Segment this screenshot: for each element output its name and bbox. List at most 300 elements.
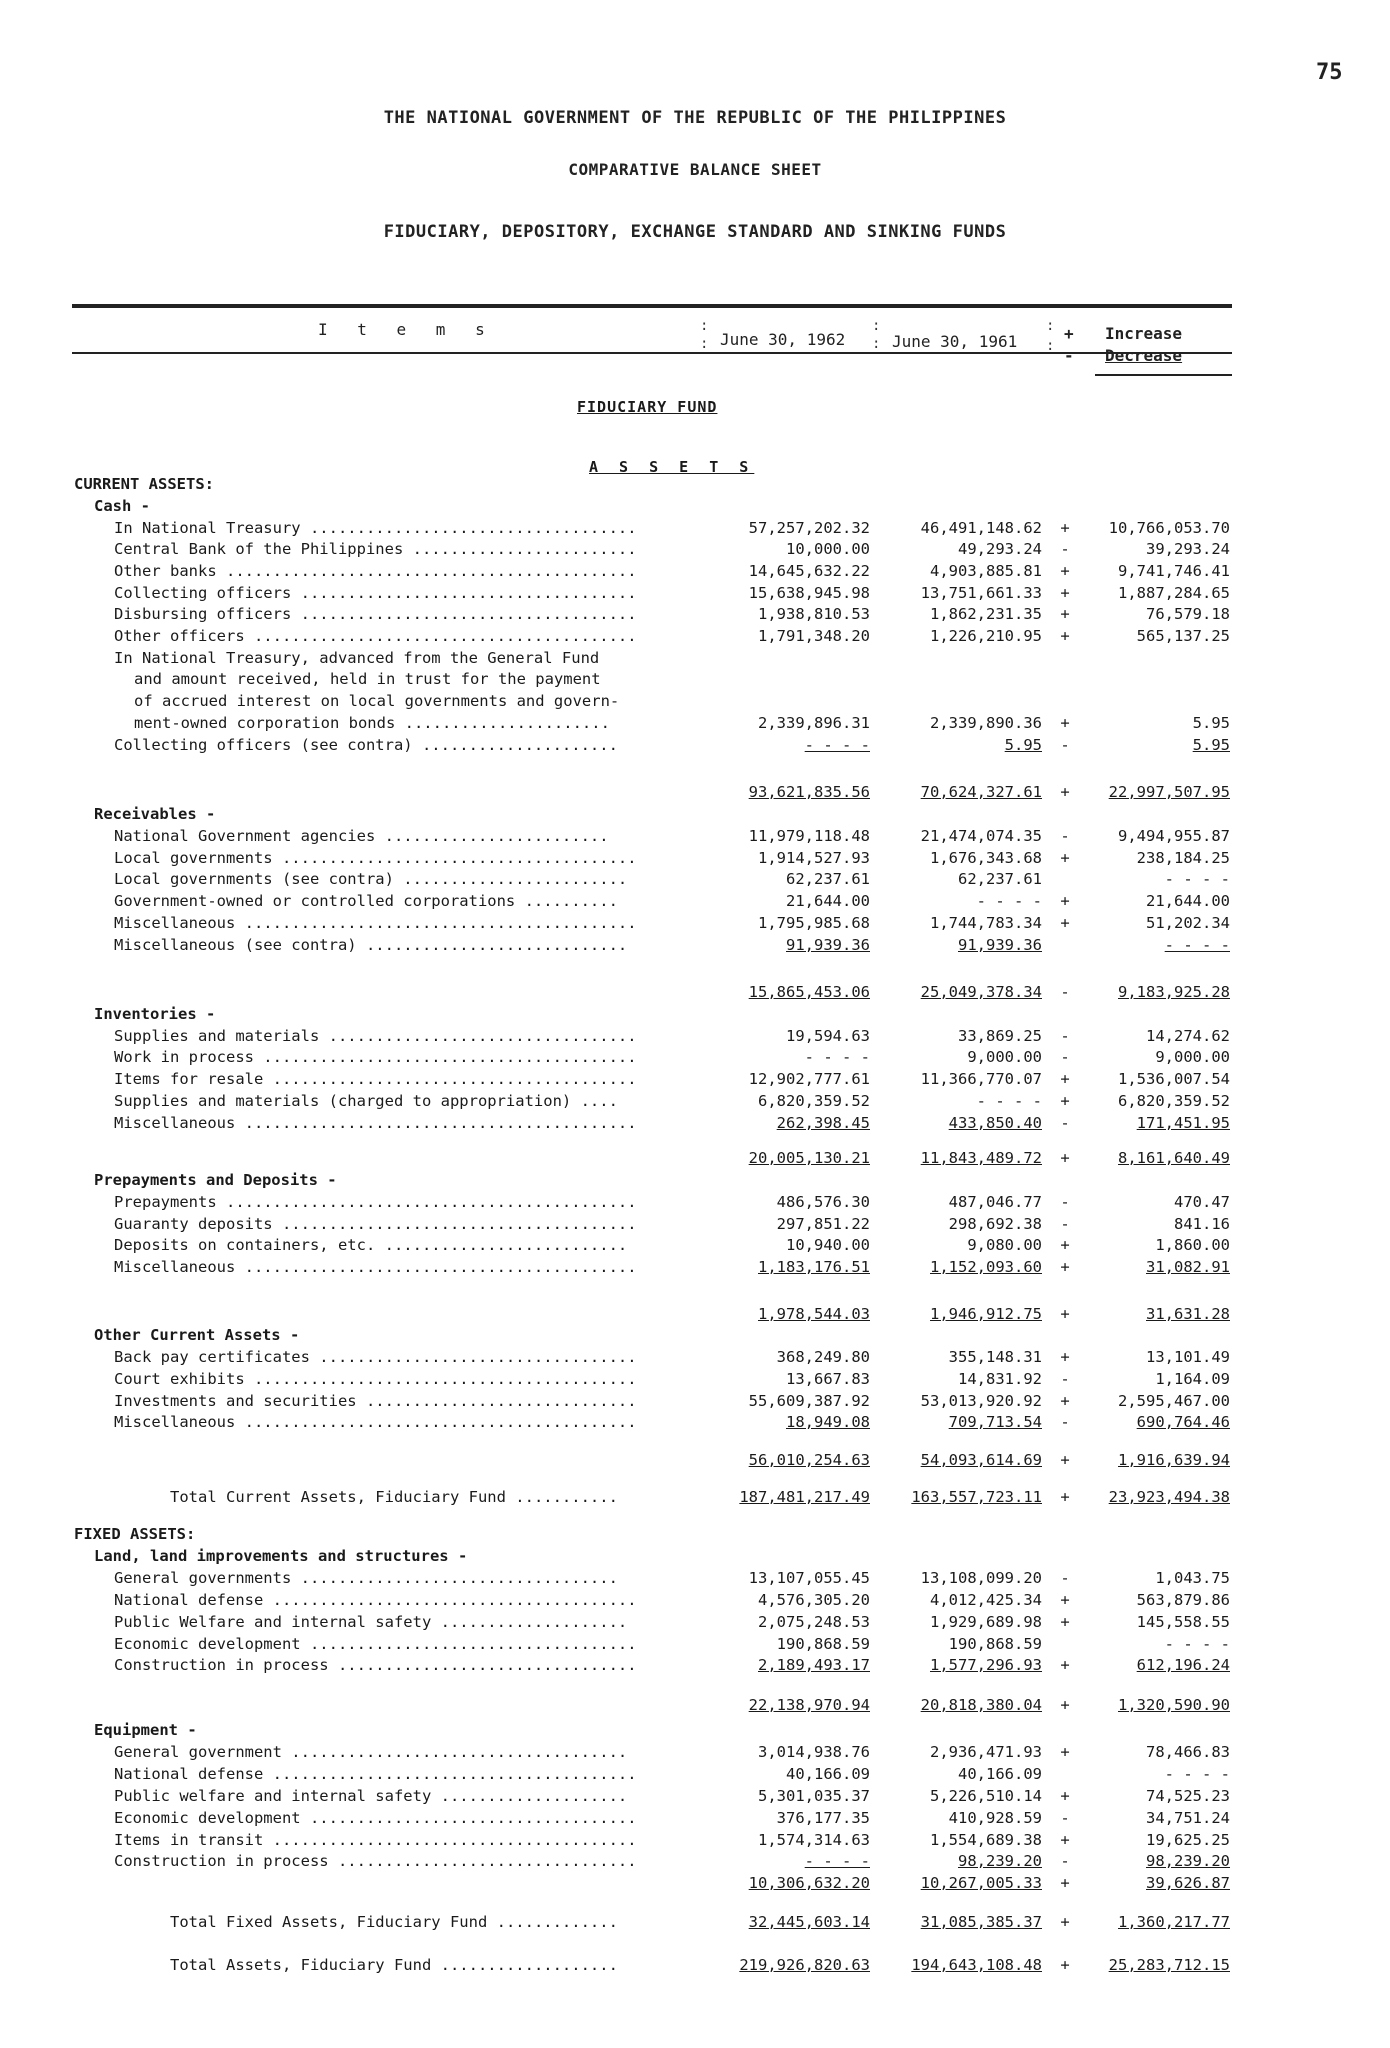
row-value-change: 74,525.23: [1146, 1787, 1230, 1805]
row-sign: +: [1060, 519, 1070, 537]
header-top-rule: [72, 304, 1232, 308]
header-separator: :: [1046, 318, 1055, 334]
row-value-1961: 40,166.09: [958, 1765, 1042, 1783]
increase-decrease-rule: [1095, 374, 1232, 376]
title-line-1: THE NATIONAL GOVERNMENT OF THE REPUBLIC OF THE PHILIPPINES: [383, 108, 1007, 128]
row-value-1962: 368,249.80: [776, 1348, 870, 1366]
row-label: National defense .......................................: [114, 1591, 637, 1609]
row-value-change: 5.95: [1192, 736, 1230, 754]
row-sign: +: [1060, 892, 1070, 910]
row-sign: +: [1060, 783, 1070, 801]
assets-heading: A S S E T S: [589, 458, 755, 476]
row-sign: -: [1060, 983, 1070, 1001]
row-sign: +: [1060, 605, 1070, 623]
row-value-change: 19,625.25: [1146, 1831, 1230, 1849]
row-value-1962: 15,865,453.06: [748, 983, 870, 1001]
row-label: Supplies and materials .................................: [114, 1027, 637, 1045]
table-row: [0, 1955, 1390, 1976]
row-sign: -: [1060, 1370, 1070, 1388]
row-label: General governments ..................................: [114, 1569, 618, 1587]
row-label: National defense .......................................: [114, 1765, 637, 1783]
row-value-1962: 12,902,777.61: [748, 1070, 870, 1088]
row-value-1961: 2,936,471.93: [930, 1743, 1042, 1761]
row-sign: -: [1060, 1809, 1070, 1827]
row-label: Public welfare and internal safety ....................: [114, 1787, 628, 1805]
row-value-1962: - - - -: [804, 1852, 870, 1870]
row-value-1962: 190,868.59: [776, 1635, 870, 1653]
row-value-change: 1,860.00: [1155, 1236, 1230, 1254]
table-row: [0, 1069, 1390, 1090]
row-value-1961: 1,929,689.98: [930, 1613, 1042, 1631]
row-value-1961: 10,267,005.33: [920, 1874, 1042, 1892]
table-row: [0, 1742, 1390, 1763]
table-row: [0, 626, 1390, 647]
table-row: [0, 583, 1390, 604]
row-value-1962: 1,978,544.03: [758, 1305, 870, 1323]
row-value-1962: 32,445,603.14: [748, 1913, 870, 1931]
row-label: Total Assets, Fiduciary Fund ...................: [170, 1956, 618, 1974]
row-sign: +: [1060, 1591, 1070, 1609]
table-row: [0, 474, 1390, 495]
row-value-1962: 10,306,632.20: [748, 1874, 870, 1892]
row-value-change: 841.16: [1174, 1215, 1230, 1233]
table-row: [0, 561, 1390, 582]
row-label: National Government agencies ........................: [114, 827, 609, 845]
row-value-change: 470.47: [1174, 1193, 1230, 1211]
table-row: [0, 1091, 1390, 1112]
page-number: 75: [1316, 60, 1343, 85]
row-label: Miscellaneous ..........................................: [114, 1258, 637, 1276]
row-value-1961: 49,293.24: [958, 540, 1042, 558]
row-value-1962: 10,000.00: [786, 540, 870, 558]
row-value-1962: 1,914,527.93: [758, 849, 870, 867]
row-value-change: 9,494,955.87: [1118, 827, 1230, 845]
row-value-1961: 355,148.31: [948, 1348, 1042, 1366]
row-label: Other banks ............................................: [114, 562, 637, 580]
row-sign: +: [1060, 1348, 1070, 1366]
row-value-change: 23,923,494.38: [1108, 1488, 1230, 1506]
row-label: Central Bank of the Philippines ........................: [114, 540, 637, 558]
row-sign: +: [1060, 1656, 1070, 1674]
row-value-1962: 56,010,254.63: [748, 1451, 870, 1469]
row-label: Collecting officers (see contra) .....................: [114, 736, 618, 754]
table-row: [0, 804, 1390, 825]
table-row: [0, 1568, 1390, 1589]
row-value-1962: 4,576,305.20: [758, 1591, 870, 1609]
row-value-change: 612,196.24: [1136, 1656, 1230, 1674]
row-value-change: - - - -: [1164, 870, 1230, 888]
row-value-1962: 15,638,945.98: [748, 584, 870, 602]
row-sign: -: [1060, 1193, 1070, 1211]
row-value-1962: 40,166.09: [786, 1765, 870, 1783]
row-label: Miscellaneous ..........................................: [114, 1114, 637, 1132]
row-sign: -: [1060, 1413, 1070, 1431]
table-row: [0, 913, 1390, 934]
row-value-1961: 1,862,231.35: [930, 605, 1042, 623]
row-sign: +: [1060, 1488, 1070, 1506]
row-value-change: 31,631.28: [1146, 1305, 1230, 1323]
row-value-1962: 14,645,632.22: [748, 562, 870, 580]
row-label: Court exhibits .........................................: [114, 1370, 637, 1388]
row-value-change: 51,202.34: [1146, 914, 1230, 932]
table-row: [0, 1369, 1390, 1390]
header-sign-minus: -: [1064, 346, 1074, 365]
row-value-1962: - - - -: [804, 1048, 870, 1066]
row-value-change: 1,043.75: [1155, 1569, 1230, 1587]
table-row: [0, 1170, 1390, 1191]
table-row: [0, 713, 1390, 734]
row-label: Local governments (see contra) ........................: [114, 870, 628, 888]
row-value-1961: 4,012,425.34: [930, 1591, 1042, 1609]
row-value-1962: 486,576.30: [776, 1193, 870, 1211]
header-col-1962: June 30, 1962: [720, 330, 846, 349]
row-value-1961: 1,577,296.93: [930, 1656, 1042, 1674]
table-row: [0, 1487, 1390, 1508]
row-value-1962: 55,609,387.92: [748, 1392, 870, 1410]
row-sign: +: [1060, 1305, 1070, 1323]
row-value-1961: 709,713.54: [948, 1413, 1042, 1431]
row-sign: -: [1060, 736, 1070, 754]
row-label: Other Current Assets -: [94, 1326, 300, 1344]
row-value-1961: 53,013,920.92: [920, 1392, 1042, 1410]
row-value-1961: 62,237.61: [958, 870, 1042, 888]
row-label: Supplies and materials (charged to appropriation) ....: [114, 1092, 618, 1110]
row-value-1961: 9,000.00: [967, 1048, 1042, 1066]
row-value-1962: 187,481,217.49: [739, 1488, 870, 1506]
row-value-1961: 4,903,885.81: [930, 562, 1042, 580]
row-value-1961: 14,831.92: [958, 1370, 1042, 1388]
row-value-change: 238,184.25: [1136, 849, 1230, 867]
row-label: Miscellaneous ..........................................: [114, 1413, 637, 1431]
row-sign: +: [1060, 1451, 1070, 1469]
table-row: [0, 735, 1390, 756]
table-row: [0, 982, 1390, 1003]
row-value-change: 1,536,007.54: [1118, 1070, 1230, 1088]
row-value-change: 9,000.00: [1155, 1048, 1230, 1066]
row-label: Collecting officers ....................................: [114, 584, 637, 602]
header-separator: :: [700, 318, 709, 334]
table-row: [0, 1764, 1390, 1785]
header-separator: :: [1046, 338, 1055, 354]
row-value-change: 1,320,590.90: [1118, 1696, 1230, 1714]
row-sign: -: [1060, 827, 1070, 845]
table-row: [0, 1634, 1390, 1655]
row-value-change: 9,741,746.41: [1118, 562, 1230, 580]
row-value-1962: - - - -: [804, 736, 870, 754]
table-row: [0, 782, 1390, 803]
row-value-1961: 98,239.20: [958, 1852, 1042, 1870]
row-sign: +: [1060, 849, 1070, 867]
row-value-1961: - - - -: [976, 1092, 1042, 1110]
table-row: [0, 1304, 1390, 1325]
table-row: [0, 826, 1390, 847]
row-label: Work in process ........................................: [114, 1048, 637, 1066]
row-value-1962: 20,005,130.21: [748, 1149, 870, 1167]
row-value-1962: 1,574,314.63: [758, 1831, 870, 1849]
row-label: General government ....................................: [114, 1743, 628, 1761]
row-label: Land, land improvements and structures -: [94, 1547, 468, 1565]
table-row: [0, 1695, 1390, 1716]
row-sign: +: [1060, 1874, 1070, 1892]
row-sign: +: [1060, 914, 1070, 932]
row-value-1962: 2,189,493.17: [758, 1656, 870, 1674]
table-row: [0, 496, 1390, 517]
row-value-1962: 5,301,035.37: [758, 1787, 870, 1805]
row-sign: -: [1060, 540, 1070, 558]
table-row: [0, 1113, 1390, 1134]
row-value-change: 2,595,467.00: [1118, 1392, 1230, 1410]
row-sign: -: [1060, 1569, 1070, 1587]
row-label: Inventories -: [94, 1005, 216, 1023]
row-sign: +: [1060, 1392, 1070, 1410]
row-value-1962: 2,339,896.31: [758, 714, 870, 732]
row-label: Items in transit .......................................: [114, 1831, 637, 1849]
row-value-change: 145,558.55: [1136, 1613, 1230, 1631]
row-value-1962: 18,949.08: [786, 1413, 870, 1431]
table-row: [0, 1450, 1390, 1471]
row-value-change: 690,764.46: [1136, 1413, 1230, 1431]
row-value-1961: 190,868.59: [948, 1635, 1042, 1653]
row-sign: +: [1060, 1258, 1070, 1276]
row-value-1962: 262,398.45: [776, 1114, 870, 1132]
row-label: Economic development ...................................: [114, 1809, 637, 1827]
row-value-1961: 1,226,210.95: [930, 627, 1042, 645]
table-row: [0, 869, 1390, 890]
row-sign: +: [1060, 1236, 1070, 1254]
row-value-change: 1,887,284.65: [1118, 584, 1230, 602]
row-sign: +: [1060, 1956, 1070, 1974]
row-value-change: 39,293.24: [1146, 540, 1230, 558]
row-value-1962: 2,075,248.53: [758, 1613, 870, 1631]
header-separator: :: [700, 336, 709, 352]
header-col-1961: June 30, 1961: [892, 332, 1018, 351]
row-value-change: 6,820,359.52: [1118, 1092, 1230, 1110]
row-label: Items for resale .......................................: [114, 1070, 637, 1088]
row-label: Disbursing officers ....................................: [114, 605, 637, 623]
row-value-change: 565,137.25: [1136, 627, 1230, 645]
row-value-1961: 20,818,380.04: [920, 1696, 1042, 1714]
table-row: [0, 669, 1390, 690]
row-value-1961: 11,843,489.72: [920, 1149, 1042, 1167]
row-value-change: 5.95: [1192, 714, 1230, 732]
row-label: In National Treasury, advanced from the General Fund: [114, 649, 600, 667]
row-label: Economic development ...................................: [114, 1635, 637, 1653]
row-value-1961: 5,226,510.14: [930, 1787, 1042, 1805]
row-label: Prepayments and Deposits -: [94, 1171, 337, 1189]
row-value-change: 1,164.09: [1155, 1370, 1230, 1388]
row-label: Miscellaneous ..........................................: [114, 914, 637, 932]
table-row: [0, 1655, 1390, 1676]
row-label: Cash -: [94, 497, 150, 515]
row-label: of accrued interest on local governments and govern-: [134, 692, 620, 710]
row-value-1961: 54,093,614.69: [920, 1451, 1042, 1469]
row-value-change: 98,239.20: [1146, 1852, 1230, 1870]
table-row: [0, 1830, 1390, 1851]
fund-title: FIDUCIARY FUND: [577, 398, 718, 416]
row-label: CURRENT ASSETS:: [74, 475, 214, 493]
table-row: [0, 691, 1390, 712]
row-sign: -: [1060, 1027, 1070, 1045]
row-value-change: 34,751.24: [1146, 1809, 1230, 1827]
table-row: [0, 848, 1390, 869]
row-value-1962: 1,938,810.53: [758, 605, 870, 623]
row-value-change: 76,579.18: [1146, 605, 1230, 623]
table-row: [0, 935, 1390, 956]
row-value-change: - - - -: [1164, 936, 1230, 954]
table-row: [0, 604, 1390, 625]
row-value-1962: 91,939.36: [786, 936, 870, 954]
row-value-1961: 11,366,770.07: [920, 1070, 1042, 1088]
header-bottom-rule: [72, 352, 1232, 354]
row-sign: -: [1060, 1114, 1070, 1132]
row-value-1962: 1,795,985.68: [758, 914, 870, 932]
row-sign: +: [1060, 1070, 1070, 1088]
row-value-1962: 10,940.00: [786, 1236, 870, 1254]
row-value-1962: 21,644.00: [786, 892, 870, 910]
row-label: Local governments ......................................: [114, 849, 637, 867]
row-sign: +: [1060, 1696, 1070, 1714]
row-label: Investments and securities .............................: [114, 1392, 637, 1410]
row-value-change: - - - -: [1164, 1765, 1230, 1783]
header-increase: Increase: [1105, 324, 1183, 343]
table-row: [0, 1026, 1390, 1047]
row-value-1961: 487,046.77: [948, 1193, 1042, 1211]
table-row: [0, 518, 1390, 539]
row-value-change: 31,082.91: [1146, 1258, 1230, 1276]
row-label: Construction in process ................................: [114, 1656, 637, 1674]
table-row: [0, 1047, 1390, 1068]
row-value-change: 1,916,639.94: [1118, 1451, 1230, 1469]
row-sign: +: [1060, 1743, 1070, 1761]
row-label: and amount received, held in trust for the payment: [134, 670, 601, 688]
row-value-1961: 1,554,689.38: [930, 1831, 1042, 1849]
row-value-1961: 1,676,343.68: [930, 849, 1042, 867]
row-value-1962: 11,979,118.48: [748, 827, 870, 845]
row-value-1962: 13,667.83: [786, 1370, 870, 1388]
table-row: [0, 648, 1390, 669]
row-value-1961: 298,692.38: [948, 1215, 1042, 1233]
row-label: Public Welfare and internal safety ....................: [114, 1613, 628, 1631]
row-sign: -: [1060, 1852, 1070, 1870]
row-value-change: 8,161,640.49: [1118, 1149, 1230, 1167]
title-line-3: FIDUCIARY, DEPOSITORY, EXCHANGE STANDARD AND SINKING FUNDS: [383, 222, 1007, 242]
row-value-1962: 297,851.22: [776, 1215, 870, 1233]
row-value-change: 10,766,053.70: [1108, 519, 1230, 537]
table-row: [0, 891, 1390, 912]
row-value-1961: 410,928.59: [948, 1809, 1042, 1827]
row-value-1962: 13,107,055.45: [748, 1569, 870, 1587]
row-value-change: 25,283,712.15: [1108, 1956, 1230, 1974]
row-value-change: 14,274.62: [1146, 1027, 1230, 1045]
row-value-change: 1,360,217.77: [1118, 1913, 1230, 1931]
row-value-1961: 5.95: [1004, 736, 1042, 754]
table-row: [0, 1873, 1390, 1894]
row-sign: +: [1060, 1613, 1070, 1631]
row-label: Miscellaneous (see contra) ............................: [114, 936, 628, 954]
row-value-1962: 93,621,835.56: [748, 783, 870, 801]
row-value-1962: 62,237.61: [786, 870, 870, 888]
row-label: Total Current Assets, Fiduciary Fund ...........: [170, 1488, 618, 1506]
row-value-change: 78,466.83: [1146, 1743, 1230, 1761]
row-value-1961: 46,491,148.62: [920, 519, 1042, 537]
row-value-1961: 25,049,378.34: [920, 983, 1042, 1001]
row-value-1961: 21,474,074.35: [920, 827, 1042, 845]
table-row: [0, 1808, 1390, 1829]
row-value-1961: - - - -: [976, 892, 1042, 910]
table-row: [0, 1004, 1390, 1025]
row-label: Total Fixed Assets, Fiduciary Fund .............: [170, 1913, 618, 1931]
table-row: [0, 1546, 1390, 1567]
row-label: Construction in process ................................: [114, 1852, 637, 1870]
row-value-change: 39,626.87: [1146, 1874, 1230, 1892]
row-sign: +: [1060, 714, 1070, 732]
row-sign: +: [1060, 1831, 1070, 1849]
row-sign: +: [1060, 1149, 1070, 1167]
row-value-1962: 6,820,359.52: [758, 1092, 870, 1110]
row-value-change: 13,101.49: [1146, 1348, 1230, 1366]
row-value-1961: 70,624,327.61: [920, 783, 1042, 801]
header-sign-plus: +: [1064, 324, 1074, 343]
row-value-1961: 13,751,661.33: [920, 584, 1042, 602]
header-items: I t e m s: [318, 320, 495, 339]
row-label: Prepayments ............................................: [114, 1193, 637, 1211]
row-value-change: 21,644.00: [1146, 892, 1230, 910]
row-sign: -: [1060, 1215, 1070, 1233]
row-sign: +: [1060, 584, 1070, 602]
row-value-1961: 163,557,723.11: [911, 1488, 1042, 1506]
row-label: In National Treasury ...................................: [114, 519, 637, 537]
row-label: Back pay certificates ..................................: [114, 1348, 637, 1366]
table-row: [0, 1257, 1390, 1278]
table-row: [0, 539, 1390, 560]
header-decrease: Decrease: [1105, 346, 1183, 365]
row-value-1961: 33,869.25: [958, 1027, 1042, 1045]
row-label: Receivables -: [94, 805, 216, 823]
row-value-1961: 194,643,108.48: [911, 1956, 1042, 1974]
table-row: [0, 1786, 1390, 1807]
table-row: [0, 1391, 1390, 1412]
row-value-1962: 376,177.35: [776, 1809, 870, 1827]
row-label: Equipment -: [94, 1721, 197, 1739]
row-value-1961: 1,152,093.60: [930, 1258, 1042, 1276]
row-value-1962: 1,183,176.51: [758, 1258, 870, 1276]
row-sign: +: [1060, 1913, 1070, 1931]
row-value-1961: 9,080.00: [967, 1236, 1042, 1254]
row-value-change: 9,183,925.28: [1118, 983, 1230, 1001]
table-row: [0, 1325, 1390, 1346]
table-row: [0, 1912, 1390, 1933]
table-row: [0, 1720, 1390, 1741]
row-sign: -: [1060, 1048, 1070, 1066]
row-value-1962: 57,257,202.32: [748, 519, 870, 537]
row-label: FIXED ASSETS:: [74, 1525, 196, 1543]
row-value-1961: 13,108,099.20: [920, 1569, 1042, 1587]
table-row: [0, 1851, 1390, 1872]
row-label: Other officers .........................................: [114, 627, 637, 645]
table-row: [0, 1612, 1390, 1633]
row-value-1961: 31,085,385.37: [920, 1913, 1042, 1931]
row-sign: +: [1060, 1787, 1070, 1805]
row-value-1961: 433,850.40: [948, 1114, 1042, 1132]
header-separator: :: [872, 336, 881, 352]
table-row: [0, 1524, 1390, 1545]
row-label: Government-owned or controlled corporations ..........: [114, 892, 618, 910]
row-value-1961: 1,744,783.34: [930, 914, 1042, 932]
row-value-1961: 1,946,912.75: [930, 1305, 1042, 1323]
row-value-change: 22,997,507.95: [1108, 783, 1230, 801]
row-value-1962: 1,791,348.20: [758, 627, 870, 645]
table-row: [0, 1590, 1390, 1611]
